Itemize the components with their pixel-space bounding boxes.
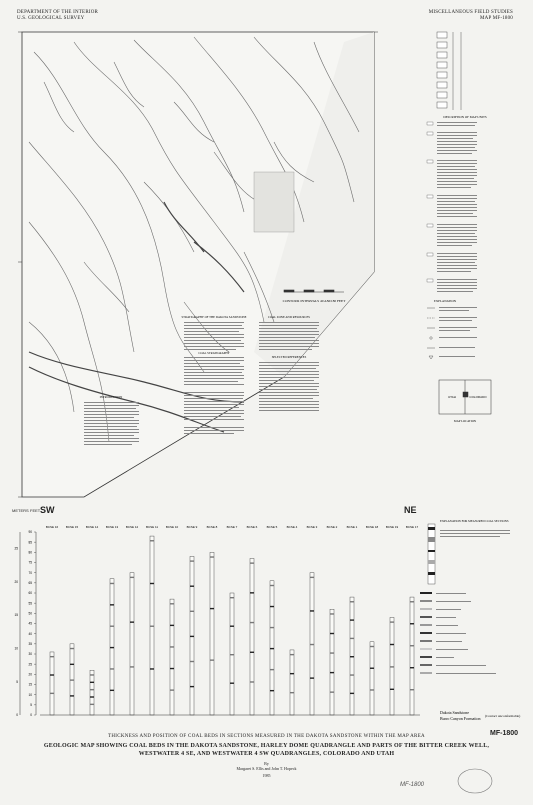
coal-bed [390, 644, 394, 645]
coal-bed [170, 603, 174, 604]
map-number: MAP MF-1800 [480, 16, 513, 21]
section-column [287, 525, 298, 715]
meter-tick-label: 0 [16, 713, 18, 718]
meters-label: METERS [12, 508, 29, 513]
map-title-line-2: WESTWATER 4 SE, AND WESTWATER 4 SW QUADRANGLES, COLORADO AND UTAH [138, 751, 395, 757]
coal-bed [70, 648, 74, 649]
coal-bed [310, 644, 314, 645]
ne-label: NE [404, 505, 417, 515]
stratigraphy-heading: STRATIGRAPHY OF THE DAKOTA SANDSTONE [181, 315, 247, 319]
coal-bed [170, 668, 174, 669]
section-column [126, 525, 139, 715]
coal-bed [350, 674, 354, 675]
coal-bed [250, 562, 254, 563]
section-column-label: BCSE 5 [266, 525, 278, 529]
section-column-label: BCSE 2 [326, 525, 338, 529]
meter-tick-label: 20 [14, 579, 18, 584]
coal-bed [270, 606, 274, 607]
section-column [146, 525, 158, 715]
coal-bed [90, 689, 94, 690]
section-column-label: BCSE 16 [45, 525, 59, 529]
coal-bed [210, 659, 214, 660]
section-column-body [90, 670, 94, 715]
feet-tick-label: 55 [28, 601, 32, 606]
section-column [187, 525, 198, 715]
section-column [166, 525, 179, 715]
contour-interval-text: CONTOUR INTERVALS 40 AND 80 FEET [282, 299, 346, 303]
authors: Margaret S. Ellis and John T. Hopeck [236, 766, 297, 771]
coal-bed [110, 583, 114, 584]
feet-tick-label: 40 [28, 631, 32, 636]
library-stamp [455, 766, 495, 796]
section-column-body [370, 642, 374, 715]
feet-tick-label: 80 [28, 550, 32, 555]
section-column-label: BCSE 12 [125, 525, 139, 529]
section-column [386, 525, 399, 715]
feet-tick-label: 65 [28, 581, 32, 586]
by-label: By [264, 761, 269, 766]
coal-bed [190, 611, 194, 612]
section-column-body [290, 650, 294, 715]
coal-bed [390, 689, 394, 690]
coal-bed [190, 686, 194, 687]
section-column-label: BCSE 13 [105, 525, 119, 529]
section-explanation [420, 524, 435, 674]
section-column-label: BCSE 19 [385, 525, 399, 529]
coal-bed [190, 586, 194, 587]
feet-tick-label: 0 [30, 713, 32, 718]
feet-tick-label: 15 [28, 682, 32, 687]
section-column [247, 525, 258, 715]
section-column [347, 525, 358, 715]
coal-stratigraphy-heading: COAL STRATIGRAPHY [198, 351, 230, 355]
coal-bed [330, 633, 334, 634]
section-column [207, 525, 218, 715]
series-header [429, 10, 513, 22]
section-column-label: BCSE 1 [346, 525, 358, 529]
section-column-body [110, 579, 114, 715]
correlation-chart [437, 32, 461, 110]
section-column-label: BCSE 8 [206, 525, 218, 529]
explanation-text [439, 307, 477, 357]
coal-bed [410, 645, 414, 646]
unit-descriptions [427, 122, 477, 292]
coal-bed [90, 674, 94, 675]
section-column-body [150, 536, 154, 715]
coal-bed [150, 626, 154, 627]
section-column-label: BCSE 9 [186, 525, 198, 529]
feet-tick-label: 90 [28, 530, 32, 535]
section-explanation-heading: EXPLANATION FOR MEASURED COAL SECTIONS [440, 519, 509, 523]
coal-bed [170, 646, 174, 647]
coal-bed [370, 668, 374, 669]
coal-bed [110, 668, 114, 669]
section-column-label: BCSE 6 [246, 525, 258, 529]
coal-bed [270, 627, 274, 628]
coal-bed [350, 601, 354, 602]
coal-bed [290, 654, 294, 655]
feet-tick-label: 60 [28, 591, 32, 596]
section-column-label: BCSE 15 [65, 525, 79, 529]
coal-bed [130, 577, 134, 578]
section-explanation-text [436, 530, 510, 674]
utah-label: UTAH [448, 395, 456, 399]
coal-bed [50, 656, 54, 657]
coal-bed [350, 656, 354, 657]
section-column-label: BCSE 11 [145, 525, 159, 529]
coal-bed [150, 583, 154, 584]
coal-bed [110, 604, 114, 605]
map-title-line-1: GEOLOGIC MAP SHOWING COAL BEDS IN THE DAKOTA SANDSTONE, HARLEY DOME QUADRANGLE AND PARTS OF THE BITTER CREEK WELL, [43, 743, 490, 749]
coal-bed [410, 689, 414, 690]
coal-bed [50, 674, 54, 675]
coal-bed [110, 626, 114, 627]
coal-bed [230, 683, 234, 684]
coal-bed [170, 689, 174, 690]
section-column [46, 525, 59, 715]
section-columns [46, 525, 419, 715]
coal-bed [230, 597, 234, 598]
feet-tick-label: 75 [28, 560, 32, 565]
feet-tick-label: 50 [28, 611, 32, 616]
feet-tick-label: 85 [28, 540, 32, 545]
introduction-heading: INTRODUCTION [99, 395, 123, 399]
dakota-label: Dakota Sandstone [440, 710, 469, 715]
feet-tick-label: 10 [28, 692, 32, 697]
section-column-label: BCSE 17 [405, 525, 419, 529]
department-label: DEPARTMENT OF THE INTERIOR [17, 10, 99, 15]
coal-bed [410, 623, 414, 624]
feet-tick-label: 70 [28, 570, 32, 575]
section-column-body [170, 599, 174, 715]
coal-bed [330, 672, 334, 673]
coal-bed [130, 666, 134, 667]
coal-bed [330, 613, 334, 614]
section-column [106, 525, 119, 715]
coal-bed [150, 540, 154, 541]
coal-bed [70, 664, 74, 665]
section-column-body [250, 558, 254, 715]
text-column-intro [84, 402, 139, 445]
section-column-body [330, 609, 334, 715]
section-column-body [70, 644, 74, 715]
coal-bed [110, 647, 114, 648]
feet-tick-label: 20 [28, 672, 32, 677]
coal-bed [270, 690, 274, 691]
feet-tick-label: 45 [28, 621, 32, 626]
section-column-body [50, 652, 54, 715]
section-column-label: BCSE 10 [165, 525, 179, 529]
selected-references-heading: SELECTED REFERENCES [271, 355, 307, 359]
measured-sections [10, 512, 530, 727]
coal-bed [70, 679, 74, 680]
feet-tick-label: 30 [28, 652, 32, 657]
section-caption: THICKNESS AND POSITION OF COAL BEDS IN SECTIONS MEASURED IN THE DAKOTA SANDSTONE WITHIN THE MAP AREA [108, 734, 425, 739]
section-column-label: BCSE 7 [226, 525, 238, 529]
coal-bed [130, 621, 134, 622]
map-number-stamp: MF-1800 [490, 730, 519, 737]
coal-bed [150, 668, 154, 669]
coal-bed [290, 673, 294, 674]
feet-axis [28, 530, 36, 717]
feet-tick-label: 25 [28, 662, 32, 667]
coal-bed [350, 693, 354, 694]
coal-bed [410, 667, 414, 668]
section-column [366, 525, 379, 715]
coal-bed [330, 691, 334, 692]
coal-bed [350, 619, 354, 620]
coal-bed [110, 690, 114, 691]
coal-bed [270, 648, 274, 649]
description-heading: DESCRIPTION OF MAP UNITS [443, 115, 487, 119]
explanation-heading: EXPLANATION [433, 299, 457, 303]
coal-bed [210, 608, 214, 609]
sw-label: SW [40, 505, 55, 515]
feet-tick-label: 35 [28, 642, 32, 647]
section-column [406, 525, 419, 715]
section-column-label: BCSE 4 [286, 525, 298, 529]
meter-tick-label: 25 [14, 546, 18, 551]
coal-bed [310, 577, 314, 578]
section-column [307, 525, 318, 715]
meter-tick-label: 15 [14, 613, 18, 618]
section-column [66, 525, 79, 715]
coal-bed [230, 654, 234, 655]
section-column-body [410, 597, 414, 715]
coal-bed [410, 601, 414, 602]
coal-bed [370, 646, 374, 647]
coal-bed [190, 636, 194, 637]
coal-bed [90, 682, 94, 683]
section-column-label: BCSE 18 [365, 525, 379, 529]
year: 1985 [262, 773, 271, 778]
map-location-label: MAP LOCATION [453, 419, 477, 423]
section-column-body [210, 552, 214, 715]
coal-bed [50, 693, 54, 694]
meter-tick-label: 5 [16, 679, 18, 684]
coal-bed [190, 560, 194, 561]
coal-bed [250, 652, 254, 653]
coal-bed [270, 669, 274, 670]
colorado-label: COLORADO [469, 395, 487, 399]
coal-bed [390, 621, 394, 622]
coal-bed [370, 689, 374, 690]
coal-bed [310, 677, 314, 678]
coal-bed [310, 610, 314, 611]
section-column [86, 525, 99, 715]
burro-canyon-label: Burro Canyon Formation [440, 716, 481, 721]
meter-axis [14, 532, 20, 717]
section-column [267, 525, 278, 715]
section-column-label: BCSE 14 [85, 525, 99, 529]
section-column [227, 525, 238, 715]
coal-bed [170, 625, 174, 626]
series-label: MISCELLANEOUS FIELD STUDIES [428, 10, 513, 15]
coal-bed [90, 704, 94, 705]
coal-zone-heading: COAL ZONE AND RESOURCES [268, 315, 310, 319]
coal-bed [190, 661, 194, 662]
section-column-label: BCSE 3 [306, 525, 318, 529]
coal-bed [390, 666, 394, 667]
coal-bed [210, 556, 214, 557]
coal-bed [70, 695, 74, 696]
survey-label: U.S. GEOLOGICAL SURVEY [17, 16, 85, 21]
geologic-map [14, 22, 430, 512]
coal-bed [90, 696, 94, 697]
section-column [327, 525, 338, 715]
coal-bed [290, 692, 294, 693]
map-legend [425, 30, 525, 430]
coal-bed [350, 638, 354, 639]
explanation-symbols [427, 308, 435, 359]
meter-tick-label: 10 [14, 646, 18, 651]
handwritten-note: MF-1800 [400, 782, 425, 788]
coal-bed [250, 622, 254, 623]
section-column-body [130, 573, 134, 715]
coal-bed [250, 681, 254, 682]
coal-bed [270, 585, 274, 586]
feet-label: FEET [30, 508, 41, 513]
section-column-body [350, 597, 354, 715]
coal-bed [250, 592, 254, 593]
coal-bed [330, 652, 334, 653]
shaded-unit [254, 172, 294, 232]
agency-header [17, 10, 98, 22]
feet-tick-label: 5 [30, 703, 32, 708]
unconformity-label: (Contact unconformable) [485, 714, 521, 718]
coal-bed [230, 626, 234, 627]
